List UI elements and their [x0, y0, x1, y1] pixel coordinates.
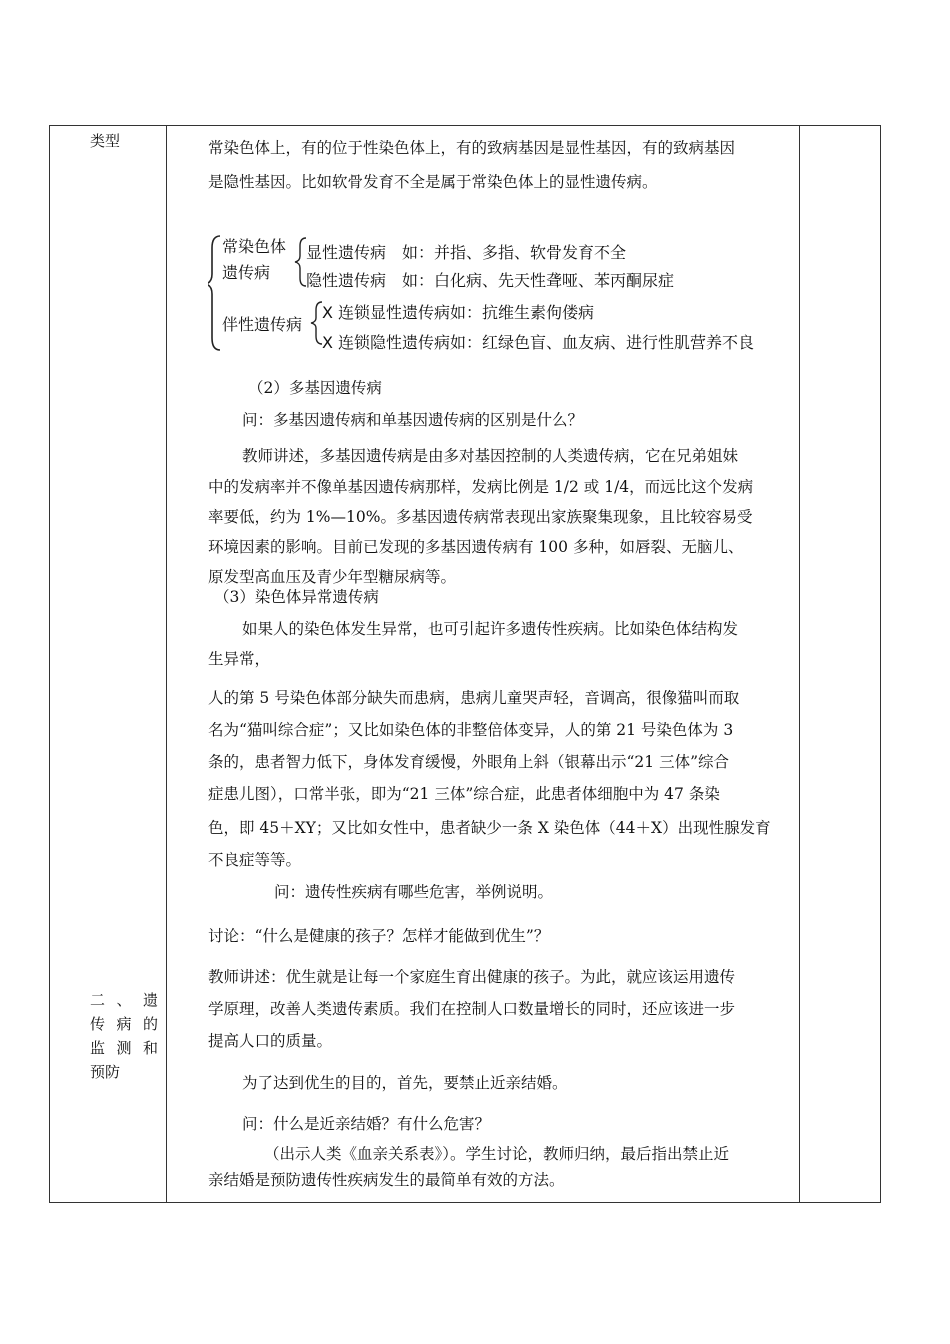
- heading-chromosomal: （3）染色体异常遗传病: [214, 588, 379, 606]
- paragraph-4-line-5: 色，即 45＋XY；又比如女性中，患者缺少一条 X 染色体（44＋X）出现性腺发育: [208, 819, 771, 837]
- paragraph-4-line-6: 不良症等等。: [208, 851, 302, 869]
- column-divider-right: [799, 126, 800, 1202]
- row-label-type: 类型: [90, 132, 121, 150]
- paragraph-2-line-5: 原发型高血压及青少年型糖尿病等。: [208, 568, 457, 586]
- discussion-question: 讨论：“什么是健康的孩子？怎样才能做到优生”？: [208, 927, 550, 945]
- paragraph-4-line-1: 人的第 5 号染色体部分缺失而患病，患病儿童哭声轻，音调高，很像猫叫而取: [208, 689, 740, 707]
- sexlinked-label: 伴性遗传病: [222, 315, 303, 334]
- question-consanguinity: 问：什么是近亲结婚？有什么危害？: [242, 1115, 491, 1133]
- paragraph-2-line-4: 环境因素的影响。目前已发现的多基因遗传病有 100 多种，如唇裂、无脑儿、: [208, 538, 744, 556]
- paragraph-2-line-3: 率要低，约为 1%—10%。多基因遗传病常表现出家族聚集现象，且比较容易受: [208, 508, 753, 526]
- row-label-monitoring-prevention: 二 、 遗 传 病 的 监 测 和 预防: [90, 991, 158, 1081]
- paragraph-9-line-1: （出示人类《血亲关系表》）。学生讨论，教师归纳，最后指出禁止近: [264, 1145, 730, 1163]
- paragraph-4-line-3: 条的，患者智力低下，身体发育缓慢，外眼角上斜（银幕出示“21 三体”综合: [208, 753, 730, 771]
- paragraph-3-line-2: 生异常，: [208, 650, 271, 668]
- paragraph-2-line-2: 中的发病率并不像单基因遗传病那样，发病比例是 1/2 或 1/4，而远比这个发病: [208, 478, 754, 496]
- dominant-disease-row: 显性遗传病 如：并指、多指、软骨发育不全: [306, 243, 627, 262]
- x-dominant-row: X 连锁显性遗传病如：抗维生素佝偻病: [322, 303, 595, 322]
- paragraph-2-line-1: 教师讲述，多基因遗传病是由多对基因控制的人类遗传病，它在兄弟姐妹: [242, 447, 739, 465]
- genetic-disease-classification-diagram: [208, 230, 788, 355]
- paragraph-3-line-1: 如果人的染色体发生异常，也可引起许多遗传性疾病。比如染色体结构发: [242, 620, 739, 638]
- paragraph-6-line-3: 提高人口的质量。: [208, 1032, 333, 1050]
- autosomal-label-line-2: 遗传病: [222, 263, 271, 282]
- column-divider-left: [166, 126, 167, 1202]
- paragraph-1-line-1: 常染色体上，有的位于性染色体上，有的致病基因是显性基因，有的致病基因: [208, 139, 736, 157]
- paragraph-6-line-1: 教师讲述：优生就是让每一个家庭生育出健康的孩子。为此，就应该运用遗传: [208, 968, 736, 986]
- paragraph-6-line-2: 学原理，改善人类遗传素质。我们在控制人口数量增长的同时，还应该进一步: [208, 1000, 736, 1018]
- recessive-disease-row: 隐性遗传病 如：白化病、先天性聋哑、苯丙酮尿症: [306, 271, 675, 290]
- question-harm: 问：遗传性疾病有哪些危害，举例说明。: [274, 883, 554, 901]
- question-polygenic: 问：多基因遗传病和单基因遗传病的区别是什么？: [242, 411, 584, 429]
- paragraph-7: 为了达到优生的目的，首先，要禁止近亲结婚。: [242, 1074, 568, 1092]
- heading-polygenic: （2）多基因遗传病: [248, 379, 382, 397]
- paragraph-4-line-2: 名为“猫叫综合症”；又比如染色体的非整倍体变异，人的第 21 号染色体为 3: [208, 721, 734, 739]
- paragraph-4-line-4: 症患儿图），口常半张，即为“21 三体”综合症，此患者体细胞中为 47 条染: [208, 785, 720, 803]
- paragraph-9-line-2: 亲结婚是预防遗传性疾病发生的最简单有效的方法。: [208, 1171, 565, 1189]
- autosomal-label-line-1: 常染色体: [222, 237, 287, 256]
- x-recessive-row: X 连锁隐性遗传病如：红绿色盲、血友病、进行性肌营养不良: [322, 333, 755, 352]
- paragraph-1-line-2: 是隐性基因。比如软骨发育不全是属于常染色体上的显性遗传病。: [208, 173, 658, 191]
